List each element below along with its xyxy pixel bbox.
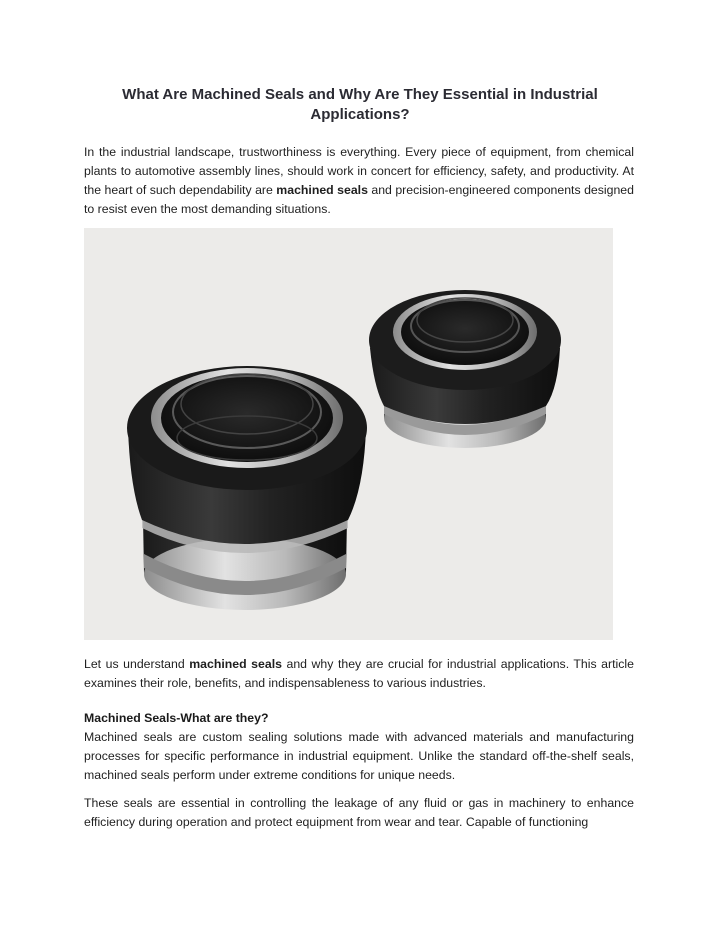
machined-seals-photo <box>84 228 613 640</box>
section-paragraph-1: Machined seals are custom sealing solutions made with advanced materials and manufacturing processes for specific performance in industrial equipment. Unlike the standard off-the-shelf seals, machined seals perform under extreme conditions for unique needs. <box>84 730 634 782</box>
understand-text-after: and why they are crucial for industrial applications. This article examines their role, benefits, and indispensableness to various industries. <box>84 657 634 690</box>
understand-text-before: Let us understand <box>84 657 190 671</box>
section-heading: Machined Seals-What are they? <box>84 711 269 725</box>
page-title: What Are Machined Seals and Why Are They Essential in Industrial Applications? <box>122 86 598 123</box>
understand-bold-term: machined seals <box>189 657 282 671</box>
understand-paragraph <box>84 655 634 693</box>
intro-text-before: In the industrial landscape, trustworthiness is everything. Every piece of equipment, from chemical plants to automotive assembly lines, should work in concert for efficiency, safety, and productivity. At the heart of such dependability are <box>84 145 634 197</box>
seals-illustration <box>84 228 613 640</box>
intro-paragraph <box>84 143 634 219</box>
section-paragraph-2: These seals are essential in controlling the leakage of any fluid or gas in machinery to enhance efficiency during operation and protect equipment from wear and tear. Capable of functioning <box>84 796 634 829</box>
intro-bold-term: machined seals <box>276 183 368 197</box>
small-seal <box>369 290 561 448</box>
intro-text-after: and precision-engineered components designed to resist even the most demanding situations. <box>84 183 634 216</box>
large-seal <box>127 366 367 610</box>
